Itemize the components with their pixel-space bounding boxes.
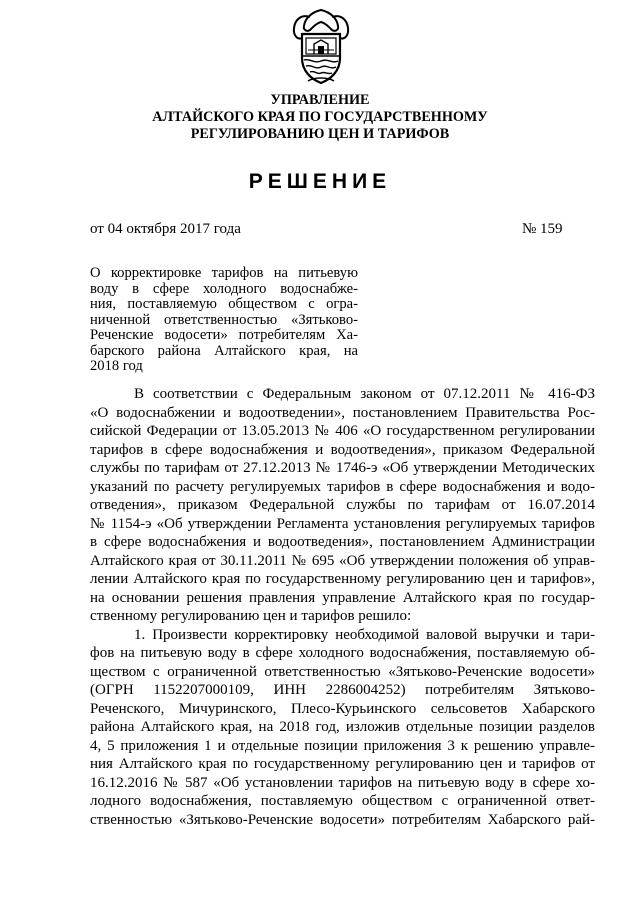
body-line: «О водоснабжении и водоотведении», постановлением Правительства Рос- (90, 404, 595, 421)
body-line: № 1154-э «Об утверждении Регламента установления регулируемых тарифов (90, 515, 595, 532)
body-line: (ОГРН 1152207000109, ИНН 2286004252) потребителям Зятьково- (90, 682, 595, 698)
body-line: лодного водоснабжения, поставляемую обществом с ограниченной ответ- (90, 793, 595, 809)
subject-line: ния, поставляемую обществом с огра- (90, 296, 358, 312)
organization-name (0, 92, 640, 143)
body-line: в сфере водоснабжения и водоотведения», постановлением Администрации (90, 534, 595, 550)
subject-line: 2018 год (90, 358, 143, 374)
org-line: АЛТАЙСКОГО КРАЯ ПО ГОСУДАРСТВЕННОМУ (152, 109, 488, 125)
body-line: службы по тарифам от 27.12.2013 № 1746-э «Об утверждении Методических (90, 460, 595, 476)
document-number: № 159 (522, 221, 563, 237)
body-line: на основании решения правления управление Алтайского края по государ- (90, 589, 595, 606)
body-line: фов на питьевую воду в сфере холодного водоснабжения, поставляемую об- (90, 645, 595, 661)
body-line: сийской Федерации от 13.05.2013 № 406 «О государственном регулировании (90, 423, 595, 439)
subject-line: барского района Алтайского края, на (90, 342, 358, 359)
body-line: Алтайского края от 30.11.2011 № 695 «Об утверждении положения об управ- (90, 552, 595, 569)
subject-line: воду в сфере холодного водоснабже- (90, 280, 358, 297)
body-line: 4, 5 приложения 1 и отдельные позиции приложения 3 к решению управле- (90, 737, 595, 754)
body-line: 16.12.2016 № 587 «Об установлении тарифов на питьевую воду в сфере хо- (90, 774, 595, 791)
body-line: тарифов в сфере водоснабжения и водоотведения», приказом Федеральной (90, 441, 595, 458)
org-line: РЕГУЛИРОВАНИЮ ЦЕН И ТАРИФОВ (190, 126, 450, 142)
body-line: отведения», приказом Федеральной службы по тарифам от 16.07.2014 (90, 497, 595, 513)
body-line: Реченского, Мичуринского, Плесо-Курьинского сельсоветов Хабарского (90, 700, 595, 717)
document-body (90, 385, 595, 829)
body-line: ния Алтайского края по государственному регулированию цен и тарифов от (90, 756, 595, 772)
subject-line: ниченной ответственностью «Зятьково- (90, 311, 358, 328)
body-line: района Алтайского края, на 2018 год, изложив отдельные позиции разделов (90, 719, 595, 735)
coat-of-arms-emblem (290, 8, 352, 86)
org-line: УПРАВЛЕНИЕ (270, 92, 370, 108)
body-line: 1. Произвести корректировку необходимой валовой выручки и тари- (134, 626, 595, 643)
document-subject (90, 266, 358, 375)
body-line: ственному регулированию цен и тарифов решило: (90, 608, 412, 624)
body-line: В соответствии с Федеральным законом от 07.12.2011 № 416-ФЗ (134, 386, 595, 402)
subject-line: О корректировке тарифов на питьевую (90, 265, 358, 281)
body-line: ществом с ограниченной ответственностью «Зятьково-Реченские водосети» (90, 663, 595, 680)
body-line: лении Алтайского края по государственному регулированию цен и тарифов», (90, 571, 595, 587)
document-title: РЕШЕНИЕ (248, 170, 392, 193)
body-line: ственностью «Зятьково-Реченские водосети» потребителям Хабарского рай- (90, 811, 595, 828)
subject-line: Реченские водосети» потребителям Ха- (90, 327, 358, 343)
body-line: указаний по расчету регулируемых тарифов в сфере водоснабжения и водо- (90, 478, 595, 495)
document-date: от 04 октября 2017 года (90, 221, 241, 237)
